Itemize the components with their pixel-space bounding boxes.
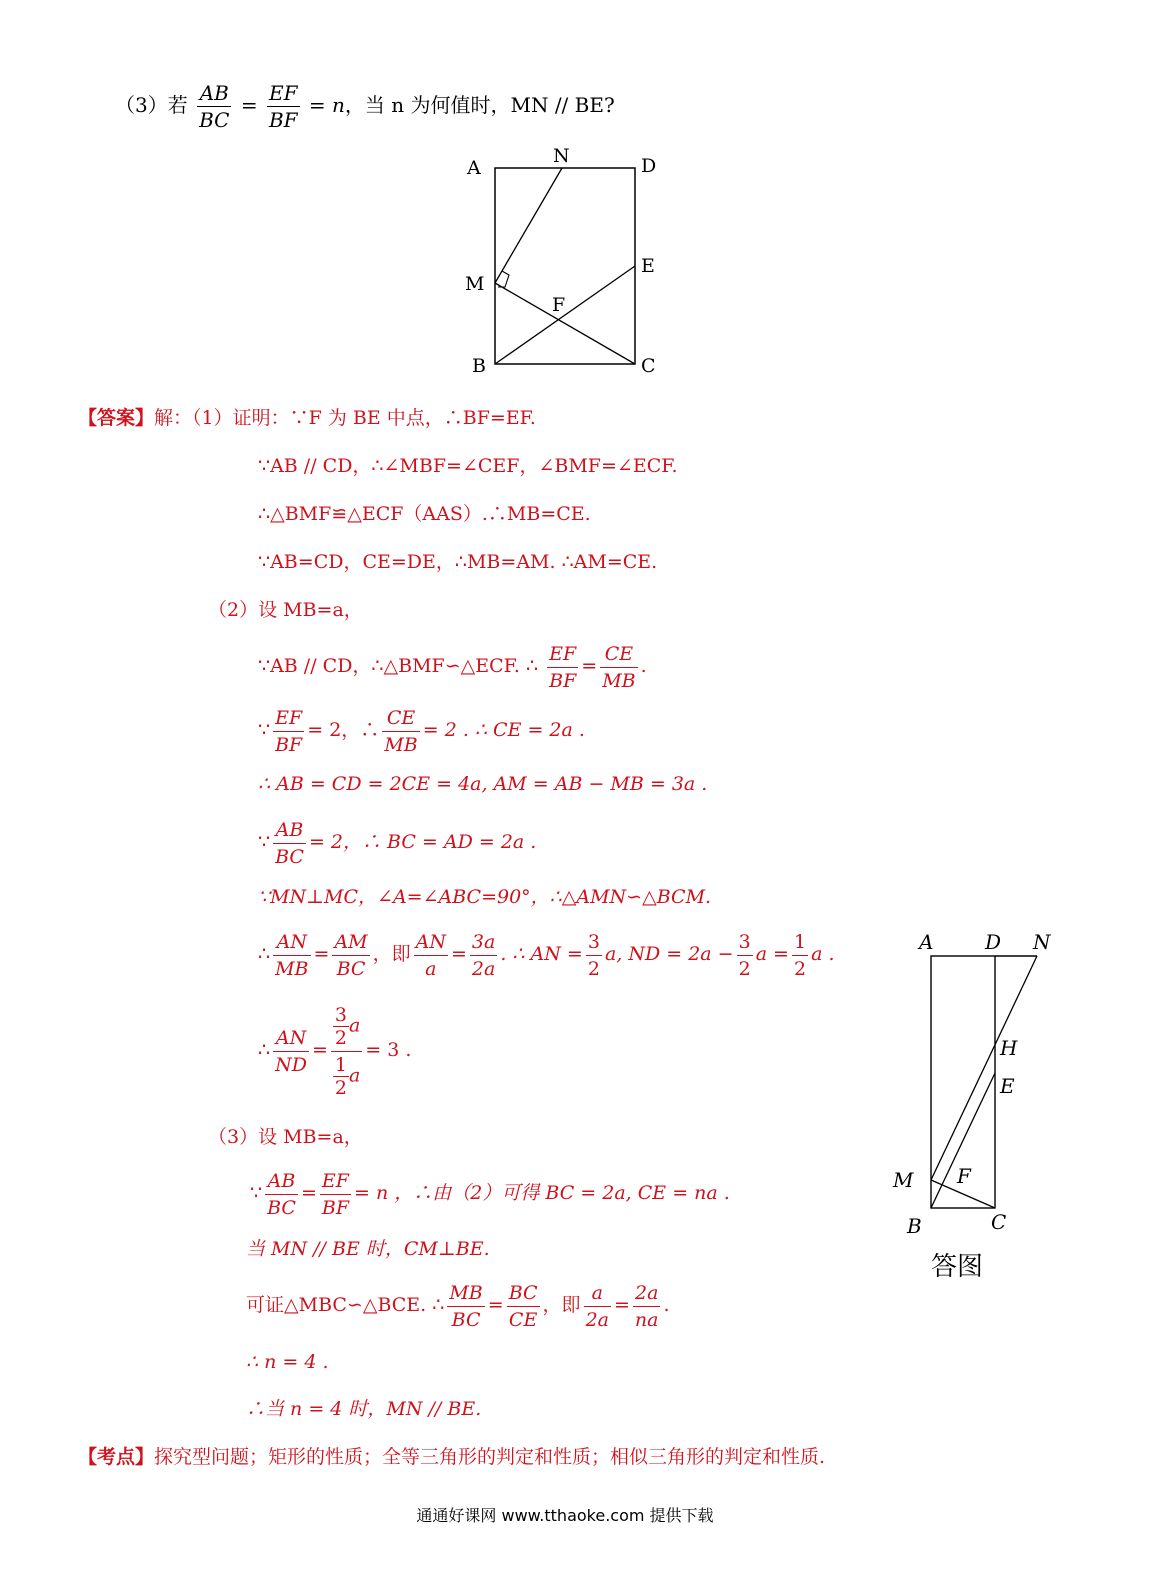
kaodian-tag: 【考点】 <box>78 1446 155 1468</box>
label-d: D <box>641 155 657 177</box>
label2-m: M <box>893 1168 914 1192</box>
label2-d: D <box>985 930 1002 954</box>
answer-p2-l1: ∵AB // CD，∴△BMF∽△ECF. ∴ $\frac{EF}{BF}$ = $\frac{CE}{MB}$ . <box>258 642 647 692</box>
answer-p3-l2: 当 MN // BE 时，CM⊥BE. <box>246 1238 490 1260</box>
label-c: C <box>641 355 656 377</box>
answer-p3-head: （3）设 MB=a， <box>208 1126 363 1148</box>
figure-rectangle-1 <box>455 140 675 385</box>
label2-n: N <box>1033 930 1051 954</box>
answer-p2-l3: ∴ AB = CD = 2CE = 4a, AM = AB − MB = 3a . <box>258 773 708 795</box>
answer-p2-l6: ∴ $\frac{AN}{MB}$ = $\frac{AM}{BC}$ ，即 $\frac{AN}{a}$ = $\frac{3a}{2a}$ . ∴ AN = $\frac{3}{2}$ a, ND = 2a − $\frac{3}{2}$ a = $\frac{1}{2}$ a . <box>258 930 835 980</box>
answer-p3-l5: ∴当 n = 4 时，MN // BE. <box>246 1398 482 1420</box>
question-frac-ab-bc: $\frac{AB}{BC}$ <box>199 81 230 132</box>
kaodian-text: 探究型问题；矩形的性质；全等三角形的判定和性质；相似三角形的判定和性质. <box>154 1446 826 1468</box>
answer-line-1 <box>78 406 536 430</box>
answer-p3-l3: 可证△MBC∽△BCE. ∴ $\frac{MB}{BC}$ = $\frac{BC}{CE}$ ，即 $\frac{a}{2a}$ = $\frac{2a}{na}$ . <box>246 1281 670 1331</box>
answer-p1-l4: ∵AB=CD，CE=DE，∴MB=AM. ∴AM=CE. <box>258 551 658 573</box>
answer-p1-l3: ∴△BMF≌△ECF（AAS）.∴MB=CE. <box>258 503 591 525</box>
answer-p2-l7: ∴ $\frac{AN}{ND}$ = $\frac{3}{2}$ a $\frac{1}{2}$ a = 3 . <box>258 1003 412 1099</box>
answer-p3-l4: ∴ n = 4 . <box>246 1351 329 1373</box>
rect-abcd <box>495 168 635 364</box>
right-angle-mark <box>498 271 509 287</box>
answer-p2-l4: ∵ $\frac{AB}{BC}$ = 2，∴ BC = AD = 2a . <box>258 818 537 868</box>
page-footer: 通通好课网 www.tthaoke.com 提供下载 <box>416 1506 714 1525</box>
label-b: B <box>472 355 486 377</box>
figure-answer-diagram <box>885 925 1065 1290</box>
label2-c: C <box>991 1210 1007 1234</box>
label2-a: A <box>919 930 934 954</box>
answer-p2-l5: ∵MN⊥MC，∠A=∠ABC=90°，∴△AMN∽△BCM. <box>258 886 712 908</box>
question-eq-n: = n <box>308 93 345 117</box>
answer-p2-l2: ∵ $\frac{EF}{BF}$ = 2，∴ $\frac{CE}{MB}$ = 2 . ∴ CE = 2a . <box>258 706 585 756</box>
label-e: E <box>641 255 655 277</box>
answer-p2-head: （2）设 MB=a， <box>208 599 363 621</box>
label-n: N <box>553 145 570 167</box>
segment-mn <box>495 168 562 283</box>
answer-tag: 【答案】 <box>78 407 155 429</box>
label-m: M <box>465 273 485 295</box>
answer-p3-l1: ∵ $\frac{AB}{BC}$ = $\frac{EF}{BF}$ = n ，∴由（2）可得 BC = 2a, CE = na . <box>250 1169 730 1219</box>
label2-f: F <box>957 1164 971 1188</box>
label-a: A <box>467 157 481 179</box>
label2-e: E <box>1000 1074 1015 1098</box>
segment-mn-2 <box>931 956 1037 1180</box>
question-prefix: （3）若 <box>115 93 188 117</box>
kaodian-line <box>78 1445 825 1469</box>
label2-h: H <box>1000 1036 1018 1060</box>
question-suffix: ，当 n 为何值时，MN // BE? <box>344 93 615 117</box>
answer-p1-l2: ∵AB // CD，∴∠MBF=∠CEF，∠BMF=∠ECF. <box>258 455 678 477</box>
question-line: （3）若 $\frac{AB}{BC}$ = $\frac{EF}{BF}$ = n，当 n 为何值时，MN // BE? <box>115 81 615 132</box>
label-f: F <box>552 294 566 316</box>
figure2-caption: 答图 <box>931 1252 984 1282</box>
question-frac-ef-bf: $\frac{EF}{BF}$ <box>268 81 298 132</box>
answer-p1-l1: 解：（1）证明：∵F 为 BE 中点，∴BF=EF. <box>154 407 536 429</box>
label2-b: B <box>907 1214 922 1238</box>
